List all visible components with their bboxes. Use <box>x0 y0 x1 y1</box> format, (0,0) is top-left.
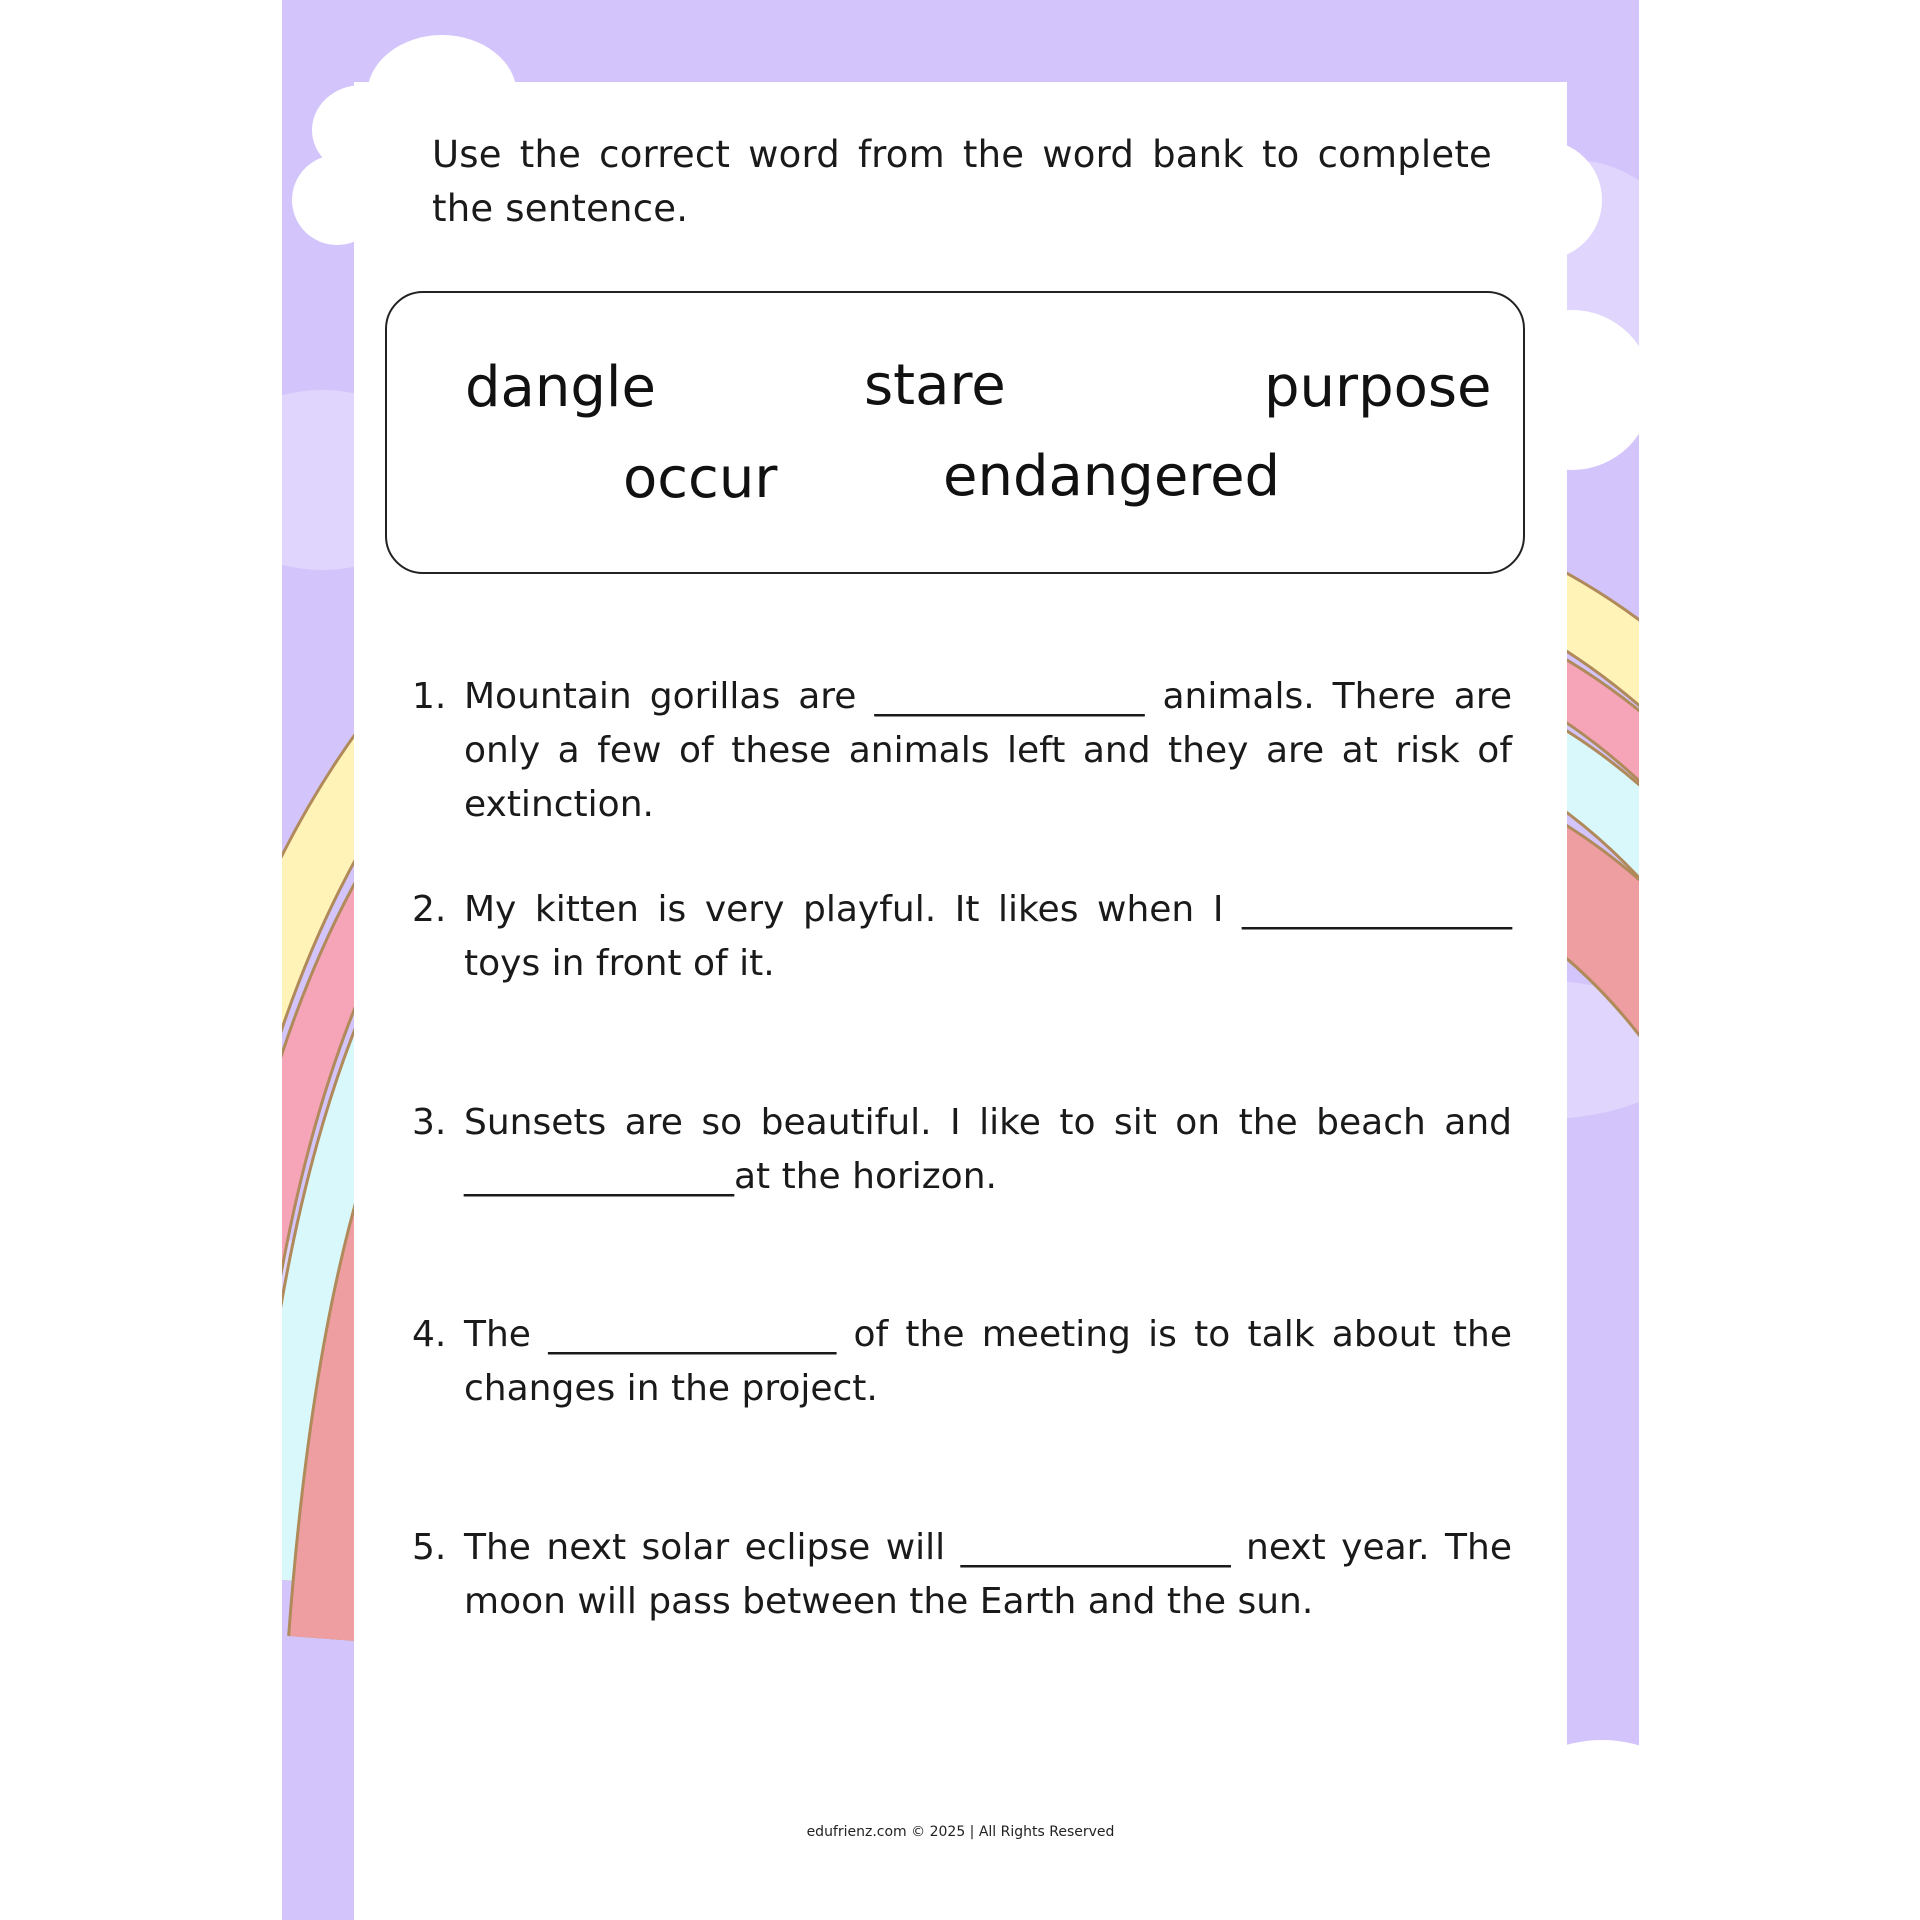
word-bank-word: stare <box>864 353 1006 418</box>
question-item <box>412 1096 1512 1204</box>
question-text: Sunsets are so beautiful. I like to sit on the beach and _______________at the horizon. <box>464 1102 1512 1197</box>
instruction-text: Use the correct word from the word bank to complete the sentence. <box>432 133 1492 230</box>
question-text: The ________________ of the meeting is to talk about the changes in the project. <box>464 1314 1512 1409</box>
word-bank-word: endangered <box>943 444 1281 509</box>
question-text: The next solar eclipse will _______________ next year. The moon will pass between the Earth and the sun. <box>464 1527 1512 1622</box>
word-bank-word: purpose <box>1264 355 1492 420</box>
footer-copyright: edufrienz.com © 2025 | All Rights Reserved <box>806 1824 1115 1840</box>
question-number: 4. <box>412 1314 447 1355</box>
question-text: My kitten is very playful. It likes when I _______________ toys in front of it. <box>464 889 1512 984</box>
word-bank-box <box>385 291 1525 574</box>
question-number: 5. <box>412 1527 447 1568</box>
question-item <box>412 670 1512 832</box>
question-number: 1. <box>412 676 447 717</box>
word-bank-word: dangle <box>465 355 656 420</box>
question-number: 2. <box>412 889 447 930</box>
question-item <box>412 1521 1512 1629</box>
worksheet-page <box>282 0 1639 1920</box>
question-text: Mountain gorillas are _______________ animals. There are only a few of these animals left and they are at risk of extinction. <box>464 676 1512 825</box>
word-bank-word: occur <box>623 446 778 511</box>
question-item <box>412 883 1512 991</box>
question-item <box>412 1308 1512 1416</box>
question-number: 3. <box>412 1102 447 1143</box>
